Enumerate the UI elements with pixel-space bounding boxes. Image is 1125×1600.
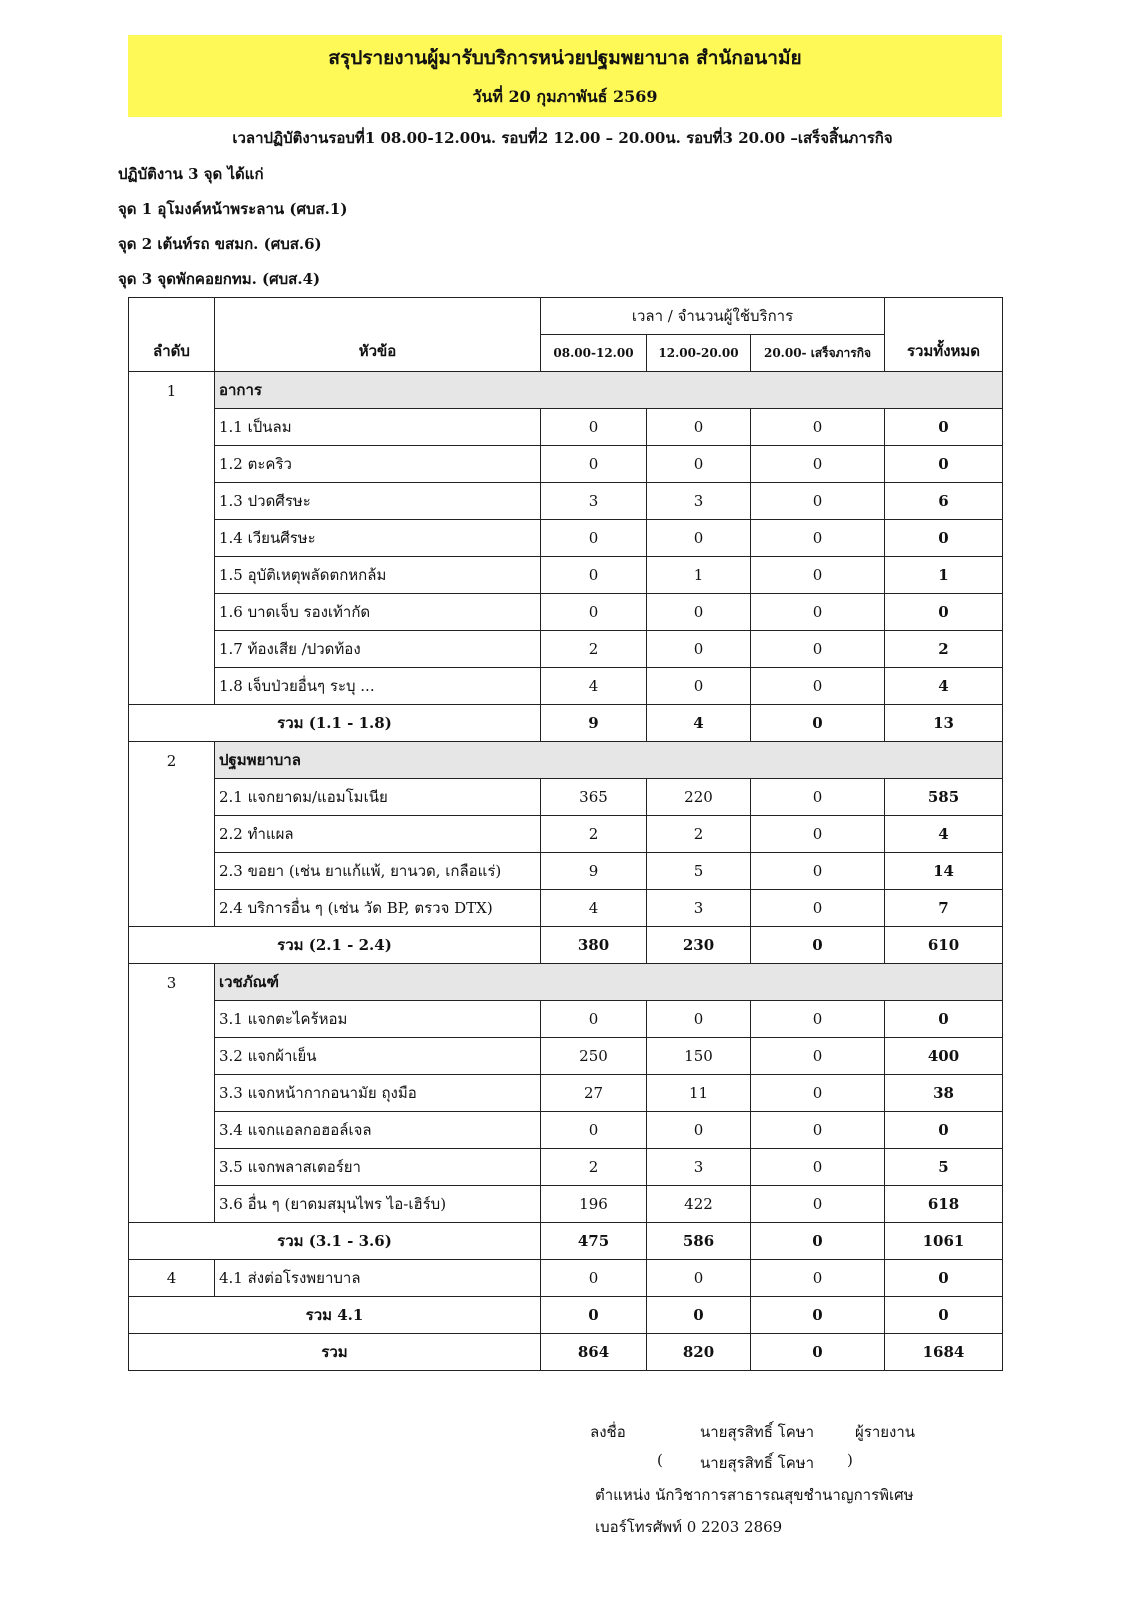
item-label: 1.1 เป็นลม — [215, 409, 541, 446]
item-label: 4.1 ส่งต่อโรงพยาบาล — [215, 1260, 541, 1297]
item-total: 0 — [885, 520, 1003, 557]
item-value: 3 — [541, 483, 647, 520]
item-total: 0 — [885, 1001, 1003, 1038]
item-total: 585 — [885, 779, 1003, 816]
item-value: 0 — [751, 520, 885, 557]
item-value: 196 — [541, 1186, 647, 1223]
table-row — [129, 631, 1003, 668]
subtotal-row — [129, 1297, 1003, 1334]
item-label: 1.4 เวียนศีรษะ — [215, 520, 541, 557]
subtotal-label: รวม (3.1 - 3.6) — [129, 1223, 541, 1260]
item-value: 0 — [647, 1001, 751, 1038]
item-value: 11 — [647, 1075, 751, 1112]
item-total: 1 — [885, 557, 1003, 594]
subtotal-label: รวม 4.1 — [129, 1297, 541, 1334]
item-total: 4 — [885, 668, 1003, 705]
report-date: วันที่ 20 กุมภาพันธ์ 2569 — [472, 87, 658, 106]
signer-role: ผู้รายงาน — [855, 1423, 916, 1441]
item-value: 3 — [647, 483, 751, 520]
table-row — [129, 668, 1003, 705]
points-intro: ปฏิบัติงาน 3 จุด ได้แก่ — [118, 165, 264, 183]
col-total-header: รวมทั้งหมด — [885, 298, 1003, 372]
subtotal-value: 1061 — [885, 1223, 1003, 1260]
subtotal-value: 9 — [541, 705, 647, 742]
item-value: 0 — [751, 1001, 885, 1038]
subtotal-value: 230 — [647, 927, 751, 964]
item-value: 0 — [751, 446, 885, 483]
subtotal-value: 610 — [885, 927, 1003, 964]
section-number: 3 — [129, 964, 215, 1223]
table-row — [129, 1075, 1003, 1112]
item-total: 2 — [885, 631, 1003, 668]
point-2: จุด 2 เต้นท์รถ ขสมก. (ศบส.6) — [118, 235, 322, 253]
subtotal-value: 13 — [885, 705, 1003, 742]
table-row — [129, 779, 1003, 816]
grand-total-value: 0 — [751, 1334, 885, 1371]
signer-position: ตำแหน่ง นักวิชาการสาธารณสุขชำนาญการพิเศษ — [595, 1486, 914, 1504]
item-value: 0 — [647, 631, 751, 668]
grand-total-value: 820 — [647, 1334, 751, 1371]
shift-times: เวลาปฏิบัติงานรอบที่1 08.00-12.00น. รอบที่2 12.00 – 20.00น. รอบที่3 20.00 –เสร็จสิ้นภารกิจ — [232, 129, 893, 147]
subtotal-value: 0 — [541, 1297, 647, 1334]
table-row — [129, 557, 1003, 594]
col-group-header: เวลา / จำนวนผู้ใช้บริการ — [541, 298, 885, 335]
signer-name-paren: นายสุรสิทธิ์ โคษา — [700, 1454, 815, 1472]
item-total: 0 — [885, 446, 1003, 483]
title-banner — [128, 35, 1002, 117]
subtotal-label: รวม (1.1 - 1.8) — [129, 705, 541, 742]
table-row — [129, 594, 1003, 631]
item-value: 0 — [751, 1038, 885, 1075]
table-row — [129, 1149, 1003, 1186]
item-label: 2.2 ทำแผล — [215, 816, 541, 853]
item-value: 0 — [541, 446, 647, 483]
item-value: 0 — [541, 520, 647, 557]
item-value: 0 — [541, 594, 647, 631]
item-value: 365 — [541, 779, 647, 816]
section-name: เวชภัณฑ์ — [215, 964, 1003, 1001]
item-value: 0 — [751, 1075, 885, 1112]
col-topic-header: หัวข้อ — [215, 298, 541, 372]
item-label: 1.8 เจ็บป่วยอื่นๆ ระบุ ... — [215, 668, 541, 705]
paren-close: ) — [847, 1451, 853, 1469]
col-t2-header: 12.00-20.00 — [647, 335, 751, 372]
item-total: 7 — [885, 890, 1003, 927]
item-total: 4 — [885, 816, 1003, 853]
subtotal-value: 4 — [647, 705, 751, 742]
item-value: 27 — [541, 1075, 647, 1112]
item-value: 0 — [751, 557, 885, 594]
subtotal-row — [129, 927, 1003, 964]
item-value: 0 — [751, 853, 885, 890]
item-value: 2 — [541, 631, 647, 668]
subtotal-value: 0 — [751, 927, 885, 964]
item-value: 0 — [751, 1260, 885, 1297]
item-value: 220 — [647, 779, 751, 816]
item-value: 0 — [541, 1260, 647, 1297]
table-row — [129, 1038, 1003, 1075]
item-label: 1.6 บาดเจ็บ รองเท้ากัด — [215, 594, 541, 631]
col-t3-header: 20.00- เสร็จภารกิจ — [751, 335, 885, 372]
subtotal-value: 475 — [541, 1223, 647, 1260]
item-value: 0 — [751, 594, 885, 631]
report-title: สรุปรายงานผู้มารับบริการหน่วยปฐมพยาบาล สำนักอนามัย — [328, 47, 802, 69]
signer-phone: เบอร์โทรศัพท์ 0 2203 2869 — [595, 1518, 783, 1536]
subtotal-value: 586 — [647, 1223, 751, 1260]
item-value: 4 — [541, 668, 647, 705]
item-value: 250 — [541, 1038, 647, 1075]
subtotal-value: 0 — [751, 1297, 885, 1334]
item-total: 400 — [885, 1038, 1003, 1075]
grand-total-value: 1684 — [885, 1334, 1003, 1371]
item-value: 1 — [647, 557, 751, 594]
item-value: 0 — [647, 446, 751, 483]
item-total: 14 — [885, 853, 1003, 890]
item-value: 0 — [647, 520, 751, 557]
grand-total-value: 864 — [541, 1334, 647, 1371]
table-row — [129, 890, 1003, 927]
item-value: 0 — [541, 1001, 647, 1038]
item-value: 0 — [751, 668, 885, 705]
item-value: 0 — [751, 483, 885, 520]
item-value: 0 — [647, 594, 751, 631]
section-name: ปฐมพยาบาล — [215, 742, 1003, 779]
item-value: 0 — [751, 816, 885, 853]
subtotal-value: 380 — [541, 927, 647, 964]
item-label: 2.4 บริการอื่น ๆ (เช่น วัด BP, ตรวจ DTX) — [215, 890, 541, 927]
item-value: 422 — [647, 1186, 751, 1223]
table-row — [129, 483, 1003, 520]
table-row — [129, 409, 1003, 446]
section-row — [129, 372, 1003, 409]
table-row — [129, 1186, 1003, 1223]
point-3: จุด 3 จุดพักคอยกทม. (ศบส.4) — [118, 270, 321, 288]
col-seq-header: ลำดับ — [129, 298, 215, 372]
item-label: 2.3 ขอยา (เช่น ยาแก้แพ้, ยานวด, เกลือแร่) — [215, 853, 541, 890]
table-body — [129, 372, 1003, 1371]
section-number: 1 — [129, 372, 215, 705]
point-1: จุด 1 อุโมงค์หน้าพระลาน (ศบส.1) — [118, 200, 348, 218]
item-value: 0 — [751, 631, 885, 668]
item-value: 0 — [751, 409, 885, 446]
item-label: 3.6 อื่น ๆ (ยาดมสมุนไพร ไอ-เฮิร์บ) — [215, 1186, 541, 1223]
section-number: 2 — [129, 742, 215, 927]
section-row — [129, 964, 1003, 1001]
table-row — [129, 853, 1003, 890]
item-value: 2 — [541, 816, 647, 853]
table-row — [129, 520, 1003, 557]
item-value: 4 — [541, 890, 647, 927]
item-value: 9 — [541, 853, 647, 890]
item-total: 5 — [885, 1149, 1003, 1186]
item-label: 1.7 ท้องเสีย /ปวดท้อง — [215, 631, 541, 668]
report-table — [128, 297, 1003, 1371]
item-label: 3.5 แจกพลาสเตอร์ยา — [215, 1149, 541, 1186]
item-total: 618 — [885, 1186, 1003, 1223]
item-label: 2.1 แจกยาดม/แอมโมเนีย — [215, 779, 541, 816]
subtotal-row — [129, 705, 1003, 742]
section-row — [129, 1260, 1003, 1297]
grand-total-row — [129, 1334, 1003, 1371]
item-value: 5 — [647, 853, 751, 890]
item-total: 38 — [885, 1075, 1003, 1112]
item-value: 0 — [647, 409, 751, 446]
item-total: 0 — [885, 409, 1003, 446]
item-label: 1.5 อุบัติเหตุพลัดตกหกล้ม — [215, 557, 541, 594]
subtotal-label: รวม (2.1 - 2.4) — [129, 927, 541, 964]
grand-total-label: รวม — [129, 1334, 541, 1371]
item-value: 0 — [541, 409, 647, 446]
signer-name: นายสุรสิทธิ์ โคษา — [700, 1423, 815, 1441]
item-total: 0 — [885, 1112, 1003, 1149]
section-number: 4 — [129, 1260, 215, 1297]
col-t1-header: 08.00-12.00 — [541, 335, 647, 372]
item-label: 1.3 ปวดศีรษะ — [215, 483, 541, 520]
item-value: 0 — [541, 1112, 647, 1149]
subtotal-value: 0 — [751, 1223, 885, 1260]
item-total: 0 — [885, 594, 1003, 631]
table-row — [129, 1001, 1003, 1038]
item-label: 1.2 ตะคริว — [215, 446, 541, 483]
section-name: อาการ — [215, 372, 1003, 409]
paren-open: ( — [657, 1451, 663, 1469]
item-value: 0 — [751, 1112, 885, 1149]
item-value: 0 — [647, 1112, 751, 1149]
subtotal-value: 0 — [751, 705, 885, 742]
item-value: 0 — [751, 779, 885, 816]
section-row — [129, 742, 1003, 779]
item-value: 3 — [647, 1149, 751, 1186]
item-value: 0 — [885, 1260, 1003, 1297]
table-row — [129, 816, 1003, 853]
item-value: 150 — [647, 1038, 751, 1075]
item-value: 0 — [647, 1260, 751, 1297]
item-label: 3.4 แจกแอลกอฮอล์เจล — [215, 1112, 541, 1149]
sign-label: ลงชื่อ — [590, 1423, 626, 1441]
item-label: 3.2 แจกผ้าเย็น — [215, 1038, 541, 1075]
subtotal-value: 0 — [647, 1297, 751, 1334]
item-value: 3 — [647, 890, 751, 927]
item-label: 3.3 แจกหน้ากากอนามัย ถุงมือ — [215, 1075, 541, 1112]
item-value: 0 — [751, 890, 885, 927]
table-row — [129, 1112, 1003, 1149]
item-value: 0 — [751, 1186, 885, 1223]
item-value: 2 — [541, 1149, 647, 1186]
item-value: 0 — [647, 668, 751, 705]
subtotal-row — [129, 1223, 1003, 1260]
table-row — [129, 446, 1003, 483]
item-value: 2 — [647, 816, 751, 853]
item-value: 0 — [751, 1149, 885, 1186]
subtotal-value: 0 — [885, 1297, 1003, 1334]
item-value: 0 — [541, 557, 647, 594]
item-total: 6 — [885, 483, 1003, 520]
item-label: 3.1 แจกตะไคร้หอม — [215, 1001, 541, 1038]
